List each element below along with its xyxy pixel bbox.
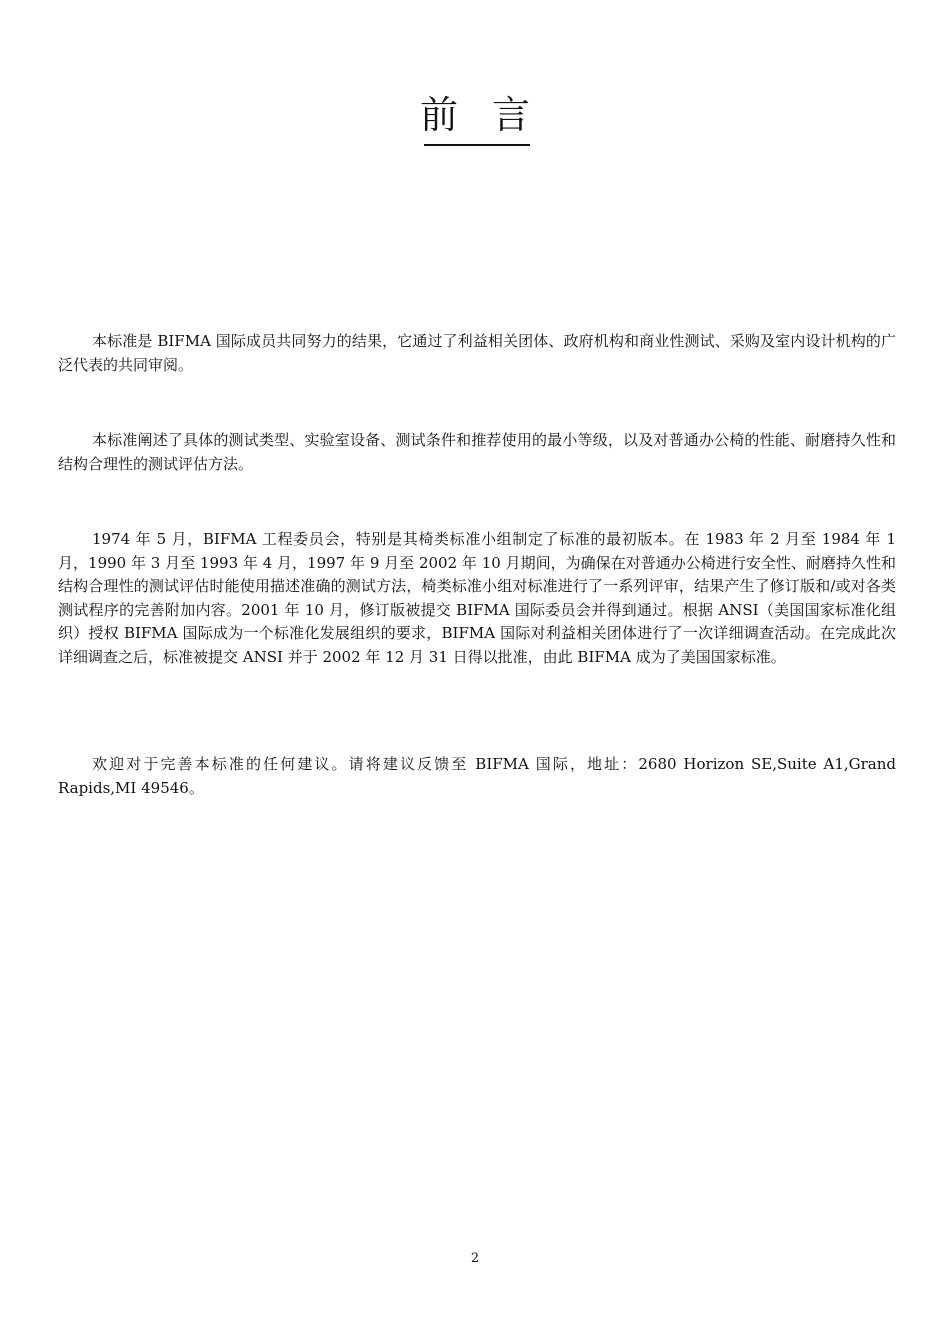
page-number: 2 — [470, 1251, 480, 1266]
paragraph-review: 本标准是 BIFMA 国际成员共同努力的结果，它通过了利益相关团体、政府机构和商业性测试、采购及室内设计机构的广泛代表的共同审阅。 — [58, 332, 896, 374]
paragraph-scope: 本标准阐述了具体的测试类型、实验室设备、测试条件和推荐使用的最小等级，以及对普通办公椅的性能、耐磨持久性和结构合理性的测试评估方法。 — [58, 431, 896, 473]
title-underline — [424, 144, 530, 146]
page-title: 前言 — [419, 93, 564, 137]
paragraph-feedback: 欢迎对于完善本标准的任何建议。请将建议反馈至 BIFMA 国际，地址：2680 Horizon SE,Suite A1,Grand Rapids,MI 49546。 — [58, 755, 896, 797]
paragraph-history: 1974 年 5 月，BIFMA 工程委员会，特别是其椅类标准小组制定了标准的最初版本。在 1983 年 2 月至 1984 年 1 月，1990 年 3 月至 1993 年 4 月，1997 年 9 月至 2002 年 10 月期间，为确保在对普通办公椅进行安全性、耐磨持久性和结构合理性的测试评估时能使用描述准确的测试方法，椅类标准小组对标准进行了一系列评审，结果产生了修订版和/或对各类测试程序的完善附加内容。2001 年 10 月，修订版被提交 BIFMA 国际委员会并得到通过。根据 ANSI（美国国家标准化组织）授权 BIFMA 国际成为一个标准化发展组织的要求，BIFMA 国际对利益相关团体进行了一次详细调查活动。在完成此次详细调查之后，标准被提交 ANSI 并于 2002 年 12 月 31 日得以批准，由此 BIFMA 成为了美国国家标准。 — [58, 530, 896, 666]
